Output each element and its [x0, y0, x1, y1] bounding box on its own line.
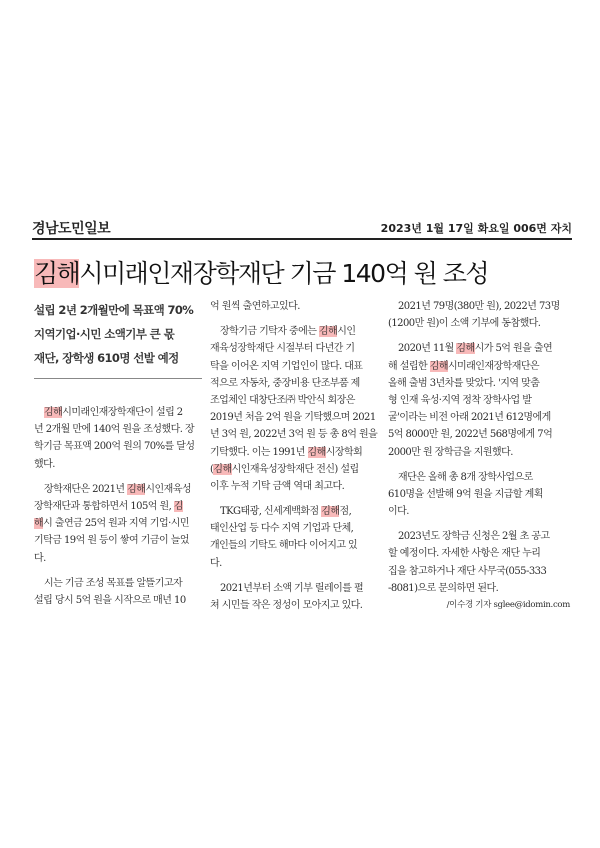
masthead: [32, 216, 572, 240]
text-line: 2021년 79명(380만 원), 2022년 73명: [398, 301, 560, 312]
text-line: (1200만 원)이 소액 기부에 동참했다.: [388, 318, 541, 330]
text-run: 2020년 11월: [398, 343, 457, 355]
article-column-3: [388, 298, 570, 614]
text-line: 시는 기금 조성 목표를 알뜰기고자: [44, 577, 183, 589]
text-run: 시장학회: [325, 446, 363, 458]
text-line: 재단은 올해 총 8개 장학사업으로: [398, 471, 533, 483]
text-line: 적으로 자동차, 중장비용 단조부품 제: [210, 377, 360, 389]
keyword-highlight: 김해: [44, 407, 63, 418]
text-line: 조업체인 대창단조㈜ 박안식 회장은: [210, 394, 355, 406]
text-line: 이다.: [388, 506, 409, 518]
text-line: 610명을 선발해 9억 원을 지급할 계획: [388, 488, 543, 500]
text-line: 설립 당시 5억 원을 시작으로 매년 10: [34, 594, 186, 606]
text-run: 점,: [339, 506, 352, 518]
text-run: 해 설립한: [388, 360, 430, 372]
text-line: 했다.: [34, 458, 55, 470]
text-line: 태인산업 등 다수 지역 기업과 단체,: [210, 523, 354, 535]
text-line: [34, 404, 204, 421]
paragraph: [210, 298, 380, 315]
article-column-2: [210, 298, 380, 614]
paragraph: [388, 298, 570, 332]
text-run: 기탁했다. 이는 1991년: [210, 446, 308, 458]
text-run: 장학재단과 통합하면서 105억 원,: [34, 500, 174, 512]
text-line: 이후 누적 기탁 금액 역대 최고다.: [210, 480, 345, 492]
text-line: 굴'이라는 비전 아래 2021년 612명에게: [388, 412, 551, 424]
paragraph: [388, 469, 570, 521]
text-run: (: [210, 463, 214, 475]
text-line: 다.: [34, 552, 46, 564]
text-line: [210, 444, 380, 461]
text-line: [210, 323, 380, 340]
paragraph: [210, 580, 380, 614]
keyword-highlight: 김해: [213, 463, 232, 475]
text-line: 기탁금 19억 원 등이 쌓여 기금이 늘었: [34, 535, 189, 547]
text-line: 할 예정이다. 자세한 사항은 재단 누리: [388, 548, 541, 560]
paragraph: [388, 528, 570, 597]
text-line: 억 원씩 출연하고있다.: [210, 301, 300, 312]
text-run: 시인: [337, 326, 356, 338]
article-headline: [34, 254, 574, 290]
text-run: 장학기금 기탁자 중에는: [220, 326, 319, 338]
text-run: 시인재육성장학재단 전신) 설립: [231, 463, 359, 475]
text-line: 재육성장학재단 시절부터 다년간 기: [210, 343, 355, 355]
keyword-highlight: 해: [34, 518, 44, 530]
keyword-highlight: 김해: [127, 483, 146, 495]
subheads: [34, 298, 202, 379]
text-line: 올해 출범 3년차를 맞았다. '지역 맞춤: [388, 377, 540, 389]
text-run: TKG태광, 신세계백화점: [220, 506, 322, 518]
subhead-2: 지역기업·시민 소액기부 큰 몫: [34, 327, 175, 341]
paragraph: [34, 575, 204, 609]
text-line: 5억 8000만 원, 2022년 568명에게 7억: [388, 429, 553, 441]
text-line: 개인들의 기탁도 해마다 이어지고 있: [210, 540, 358, 552]
text-line: [34, 498, 204, 515]
text-line: 2000만 원 장학금을 지원했다.: [388, 446, 513, 458]
paragraph: [210, 503, 380, 572]
text-line: [210, 503, 380, 520]
paper-name: 경남도민일보: [32, 221, 111, 237]
keyword-highlight: 김해: [319, 326, 338, 338]
paragraph: [34, 481, 204, 567]
text-line: 2021년부터 소액 기부 릴레이를 펼: [220, 582, 364, 594]
byline: /이수경 기자 sglee@idomin.com: [446, 600, 570, 610]
text-line: 쳐 시민들 작은 정성이 모아지고 있다.: [210, 600, 363, 611]
text-run: 장학재단은 2021년: [44, 483, 128, 495]
keyword-highlight: 김해: [456, 343, 475, 355]
text-line: 년 2개월 만에 140억 원을 조성했다. 장: [34, 424, 195, 436]
headline-text: 시미래인재장학재단 기금 140억 원 조성: [79, 259, 489, 288]
keyword-highlight: 김해: [429, 360, 448, 372]
paragraph: [34, 404, 204, 473]
text-run: 시인재육성: [145, 483, 191, 495]
text-line: [210, 461, 380, 478]
text-line: 집을 참고하거나 재단 사무국(055-333: [388, 565, 547, 577]
text-run: 시미래인재장학재단이 설립 2: [62, 407, 183, 418]
issue-info: 2023년 1월 17일 화요일 006면 자치: [380, 222, 572, 235]
text-line: [34, 481, 204, 498]
paragraph: [388, 340, 570, 460]
paragraph: [210, 323, 380, 495]
text-line: 년 3억 원, 2022년 3억 원 등 총 8억 원을: [210, 429, 378, 441]
text-line: 다.: [210, 557, 222, 569]
article-column-1: [34, 404, 204, 609]
text-line: [388, 340, 570, 357]
text-line: 탁을 이어온 지역 기업인이 많다. 대표: [210, 360, 363, 372]
text-line: 2019년 처음 2억 원을 기탁했으며 2021: [210, 412, 376, 424]
text-line: 2023년도 장학금 신청은 2월 초 공고: [398, 531, 550, 543]
text-line: 학기금 목표액 200억 원의 70%를 달성: [34, 441, 195, 453]
text-line: -8081)으로 문의하면 된다.: [388, 582, 499, 594]
text-run: 시미래인재장학재단은: [447, 360, 540, 372]
text-run: 시가 5억 원을 출연: [474, 343, 553, 355]
subhead-3: 재단, 장학생 610명 선발 예정: [34, 351, 179, 365]
subhead-1: 설립 2년 2개월만에 목표액 70%: [34, 303, 194, 317]
headline-highlight: 김해: [34, 259, 80, 288]
keyword-highlight: 김: [173, 500, 184, 512]
text-line: [34, 515, 204, 532]
text-line: 형 인재 육성·지역 정착 장학사업 발: [388, 394, 532, 406]
text-run: 시 출연금 25억 원과 지역 기업·시민: [43, 518, 189, 530]
keyword-highlight: 김해: [321, 506, 340, 518]
text-line: [388, 358, 570, 375]
keyword-highlight: 김해: [307, 446, 326, 458]
